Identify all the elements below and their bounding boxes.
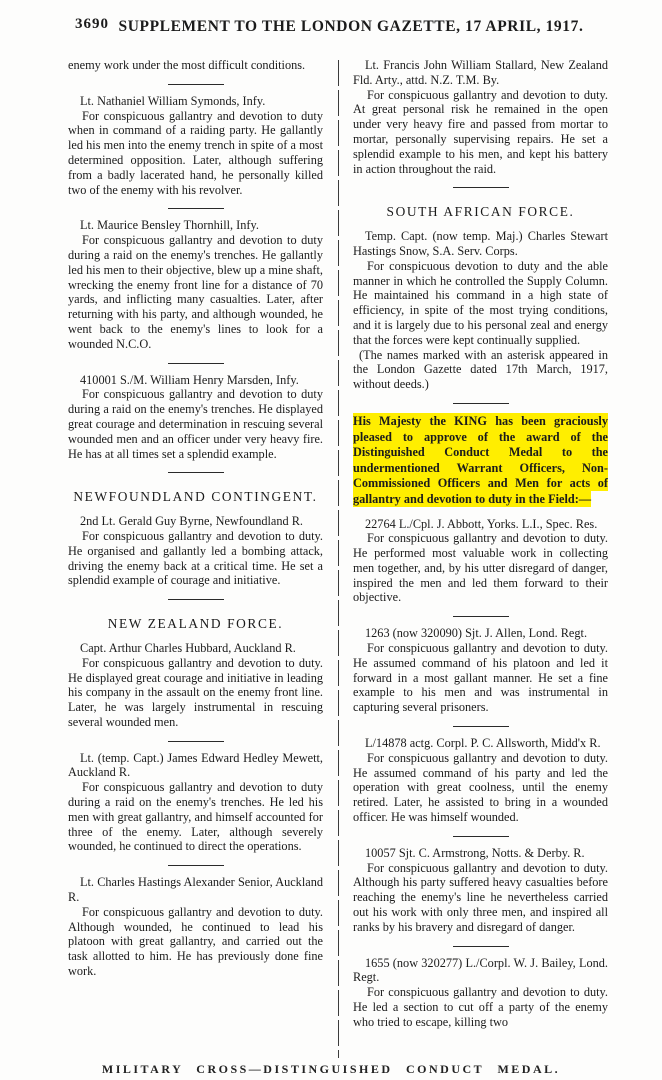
section-divider <box>453 187 509 188</box>
two-column-body <box>68 58 608 1058</box>
section-divider <box>168 363 224 364</box>
entry-citation: For conspicuous gallantry and devotion to duty. He assumed command of his party and led the operation with great coolness, until the enemy retired. Later, he assisted to bring in a wounded officer. He was himself wounded. <box>353 750 608 825</box>
right-column <box>338 58 608 1058</box>
section-divider <box>168 865 224 866</box>
entry-recipient: Lt. Maurice Bensley Thornhill, Infy. <box>80 218 259 233</box>
section-heading-new-zealand: NEW ZEALAND FORCE. <box>107 616 284 632</box>
award-entry <box>68 641 323 730</box>
page-footer: MILITARY CROSS—DISTINGUISHED CONDUCT MEDAL. <box>0 1062 662 1077</box>
award-entry <box>68 514 323 588</box>
entry-citation: For conspicuous gallantry and devotion to duty during a raid on the enemy's trenches. He displayed great courage and determination in rescuing several wounded men and an officer under very heavy fire. He has at all times set a splendid example. <box>68 387 323 461</box>
entry-recipient: 1655 (now 320277) L./Corpl. W. J. Bailey, Lond. Regt. <box>353 955 608 985</box>
page-header <box>0 0 662 50</box>
page-number: 3690 <box>75 16 109 32</box>
entry-citation: For conspicuous gallantry and devotion to duty. He organised and gallantly led a bombing attack, driving the enemy back at a critical time. He set a splendid example of courage and initiative. <box>68 528 323 588</box>
entry-citation: For conspicuous gallantry and devotion to duty. He assumed command of his platoon and led it forward in a most gallant manner. He set a fine example to his men and was instrumental in capturing several prisoners. <box>353 641 608 715</box>
highlighted-text: His Majesty the KING has been graciously pleased to approve of the award of the Distinguished Conduct Medal to the undermentioned Warrant Officers, Non-Commissioned Officers and Men for acts of gallantry and devotion to duty in the Field:— <box>353 413 608 506</box>
award-entry <box>353 736 608 825</box>
entry-citation: For conspicuous gallantry and devotion to duty during a raid on the enemy's trenches. He gallantly led his men to their objective, blew up a mine shaft, wrecking the enemy front line for a distance of 70 yards, and inflicting many casualties. Later, after returning with his party, and although wounded, he went back to the enemy's lines to look for a wounded N.C.O. <box>68 233 323 351</box>
award-entry <box>353 846 608 935</box>
entry-recipient: L/14878 actg. Corpl. P. C. Allsworth, Midd'x R. <box>365 736 601 751</box>
asterisk-note: (The names marked with an asterisk appeared in the London Gazette dated 17th March, 1917, without deeds.) <box>353 347 608 392</box>
section-divider <box>453 616 509 617</box>
award-entry <box>68 875 323 979</box>
section-divider <box>168 472 224 473</box>
entry-citation: For conspicuous gallantry and devotion to duty during a raid on the enemy's trenches. He led his men with great gallantry, and himself accounted for three of the enemy. Later, although severely wounded, he continued to direct the operations. <box>68 780 323 854</box>
continuation-text: enemy work under the most difficult conditions. <box>68 58 306 72</box>
entry-citation: For conspicuous gallantry and devotion to duty when in command of a raiding party. He gallantly led his men into the enemy trench in spite of a most determined opposition. Later, although suffering from a badly lacerated hand, he personally killed two of the enemy with his revolver. <box>68 108 323 197</box>
entry-recipient: Lt. Nathaniel William Symonds, Infy. <box>80 93 266 108</box>
section-heading-newfoundland: NEWFOUNDLAND CONTINGENT. <box>73 489 318 505</box>
entry-citation: For conspicuous gallantry and devotion to duty. Although his party suffered heavy casualties before reaching the enemy's line he nevertheless carried out his work with only three men, and inspired all ranks by his bravery and disregard of danger. <box>353 860 608 934</box>
entry-recipient: Temp. Capt. (now temp. Maj.) Charles Stewart Hastings Snow, S.A. Serv. Corps. <box>353 229 608 258</box>
entry-citation: For conspicuous gallantry and devotion to duty. He led a section to cut off a party of the enemy who tried to escape, killing two <box>353 985 608 1029</box>
section-divider <box>453 726 509 727</box>
award-entry <box>68 751 323 855</box>
entry-recipient: Lt. Francis John William Stallard, New Zealand Fld. Arty., attd. N.Z. T.M. By. <box>353 58 608 87</box>
entry-citation: For conspicuous gallantry and devotion to duty. He performed most valuable work in collecting men together, and, by his utter disregard of danger, inspired the men and led them forward to their objective. <box>353 531 608 605</box>
section-divider <box>453 403 509 404</box>
award-entry <box>68 94 323 198</box>
entry-recipient: 1263 (now 320090) Sjt. J. Allen, Lond. Regt. <box>365 626 588 641</box>
section-divider <box>168 208 224 209</box>
award-entry <box>353 517 608 606</box>
section-divider <box>168 84 224 85</box>
award-entry <box>353 229 608 392</box>
entry-citation: For conspicuous gallantry and devotion to duty. He displayed great courage and initiative in leading his company in the assault on the enemy front line. Later, he was largely instrumental in rescuing several wounded men. <box>68 655 323 729</box>
entry-recipient: Capt. Arthur Charles Hubbard, Auckland R. <box>80 640 296 655</box>
entry-citation: For conspicuous devotion to duty and the able manner in which he controlled the Supply Column. He maintained his command in a high state of efficiency, in spite of the most trying conditions, and it is largely due to his personal zeal and energy that the forces were kept continually supplied. <box>353 258 608 347</box>
entry-citation: For conspicuous gallantry and devotion to duty. Although wounded, he continued to lead his platoon with great gallantry, and carried out the task allotted to him. He has previously done fine work. <box>68 904 323 979</box>
royal-announcement <box>353 414 608 508</box>
section-divider <box>453 836 509 837</box>
entry-recipient: 410001 S./M. William Henry Marsden, Infy. <box>80 372 299 387</box>
section-divider <box>168 741 224 742</box>
entry-recipient: Lt. Charles Hastings Alexander Senior, Auckland R. <box>68 875 323 905</box>
section-divider <box>168 599 224 600</box>
section-divider <box>453 946 509 947</box>
left-column <box>68 58 338 1058</box>
entry-recipient: 2nd Lt. Gerald Guy Byrne, Newfoundland R. <box>80 514 304 529</box>
entry-recipient: 22764 L./Cpl. J. Abbott, Yorks. L.I., Spec. Res. <box>365 516 598 531</box>
entry-recipient: Lt. (temp. Capt.) James Edward Hedley Mewett, Auckland R. <box>68 750 323 780</box>
entry-citation: For conspicuous gallantry and devotion to duty. At great personal risk he remained in the open under very heavy fire and passed from mortar to mortar, personally supervising repairs. He set a splendid example to his men, and kept his battery in action throughout the raid. <box>353 87 608 176</box>
award-entry <box>353 626 608 715</box>
section-heading-south-african: SOUTH AFRICAN FORCE. <box>386 204 575 220</box>
entry-recipient: 10057 Sjt. C. Armstrong, Notts. & Derby. R. <box>365 845 585 860</box>
award-entry <box>353 58 608 176</box>
award-entry <box>68 218 323 351</box>
page-title: SUPPLEMENT TO THE LONDON GAZETTE, 17 APRIL, 1917. <box>118 18 584 35</box>
award-entry <box>68 373 323 462</box>
award-entry <box>353 956 608 1030</box>
column-divider-rule <box>338 60 339 1058</box>
